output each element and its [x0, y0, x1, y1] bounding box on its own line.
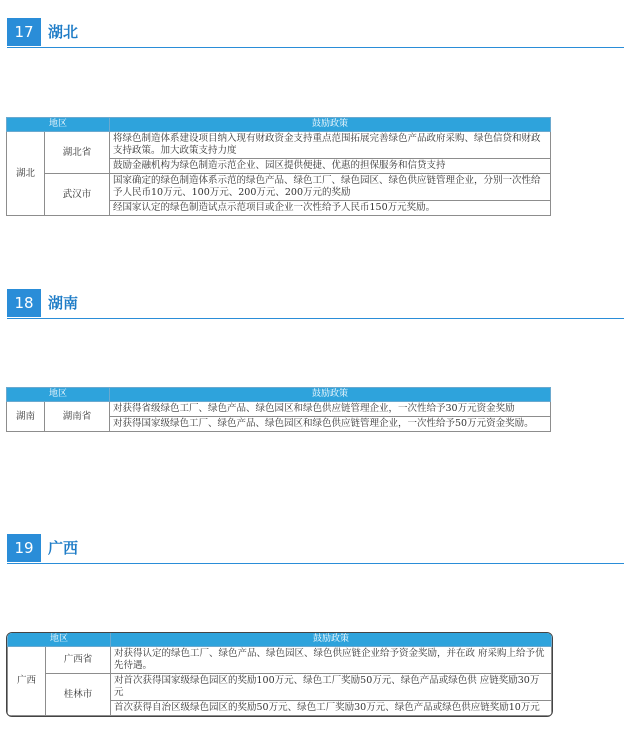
section-title: 湖北	[48, 23, 79, 41]
header-policy: 鼓励政策	[111, 633, 552, 647]
section-19	[0, 534, 630, 564]
section-number: 19	[7, 534, 41, 562]
policy-table-guangxi	[6, 632, 553, 717]
section-divider	[7, 47, 624, 48]
header-policy: 鼓励政策	[110, 118, 551, 132]
table-header-row	[7, 118, 551, 132]
section-header	[0, 18, 630, 48]
section-18	[0, 289, 630, 319]
table-row	[7, 174, 551, 201]
section-17	[0, 18, 630, 48]
city-cell: 桂林市	[46, 674, 111, 716]
section-title: 广西	[48, 539, 79, 557]
city-cell: 武汉市	[45, 174, 110, 216]
header-policy: 鼓励政策	[110, 388, 551, 402]
province-cell: 湖北	[7, 132, 45, 216]
policy-cell: 鼓励金融机构为绿色制造示范企业、园区提供便捷、优惠的担保服务和信贷支持	[110, 159, 551, 174]
section-header	[0, 289, 630, 319]
table-row	[7, 402, 551, 417]
section-header	[0, 534, 630, 564]
section-number: 18	[7, 289, 41, 317]
table-row	[8, 674, 552, 701]
policy-cell: 将绿色制造体系建设项目纳入现有财政资金支持重点范围拓展完善绿色产品政府采购、绿色信贷和财政支持政策。加大政策支持力度	[110, 132, 551, 159]
province-cell: 湖南	[7, 402, 45, 432]
policy-cell: 首次获得自治区级绿色园区的奖励50万元、绿色工厂奖励30万元、绿色产品或绿色供应链奖励10万元	[111, 701, 552, 716]
policy-cell: 对首次获得国家级绿色园区的奖励100万元、绿色工厂奖励50万元、绿色产品或绿色供 应链奖励30万元	[111, 674, 552, 701]
policy-cell: 国家确定的绿色制造体系示范的绿色产品、绿色工厂、绿色园区、绿色供应链管理企业，分别一次性给予人民币10万元、100万元、200万元、200万元的奖励	[110, 174, 551, 201]
section-title: 湖南	[48, 294, 79, 312]
province-cell: 广西	[8, 647, 46, 716]
policy-cell: 对获得省级绿色工厂、绿色产品、绿色园区和绿色供应链管理企业，一次性给予30万元资金奖励	[110, 402, 551, 417]
policy-cell: 对获得认定的绿色工厂、绿色产品、绿色园区、绿色供应链企业给予资金奖励，并在政 府采购上给予优先待遇。	[111, 647, 552, 674]
table-header-row	[7, 388, 551, 402]
city-cell: 湖南省	[45, 402, 110, 432]
table-row	[8, 647, 552, 674]
header-region: 地区	[7, 388, 110, 402]
city-cell: 湖北省	[45, 132, 110, 174]
header-region: 地区	[8, 633, 111, 647]
table-header-row	[8, 633, 552, 647]
city-cell: 广西省	[46, 647, 111, 674]
section-divider	[7, 563, 624, 564]
section-number: 17	[7, 18, 41, 46]
policy-cell: 经国家认定的绿色制造试点示范项目或企业一次性给予人民币150万元奖励。	[110, 201, 551, 216]
header-region: 地区	[7, 118, 110, 132]
policy-table-hunan	[6, 387, 551, 432]
table-row	[7, 132, 551, 159]
policy-table-hubei	[6, 117, 551, 216]
policy-cell: 对获得国家级绿色工厂、绿色产品、绿色园区和绿色供应链管理企业，一次性给予50万元资金奖励。	[110, 417, 551, 432]
section-divider	[7, 318, 624, 319]
